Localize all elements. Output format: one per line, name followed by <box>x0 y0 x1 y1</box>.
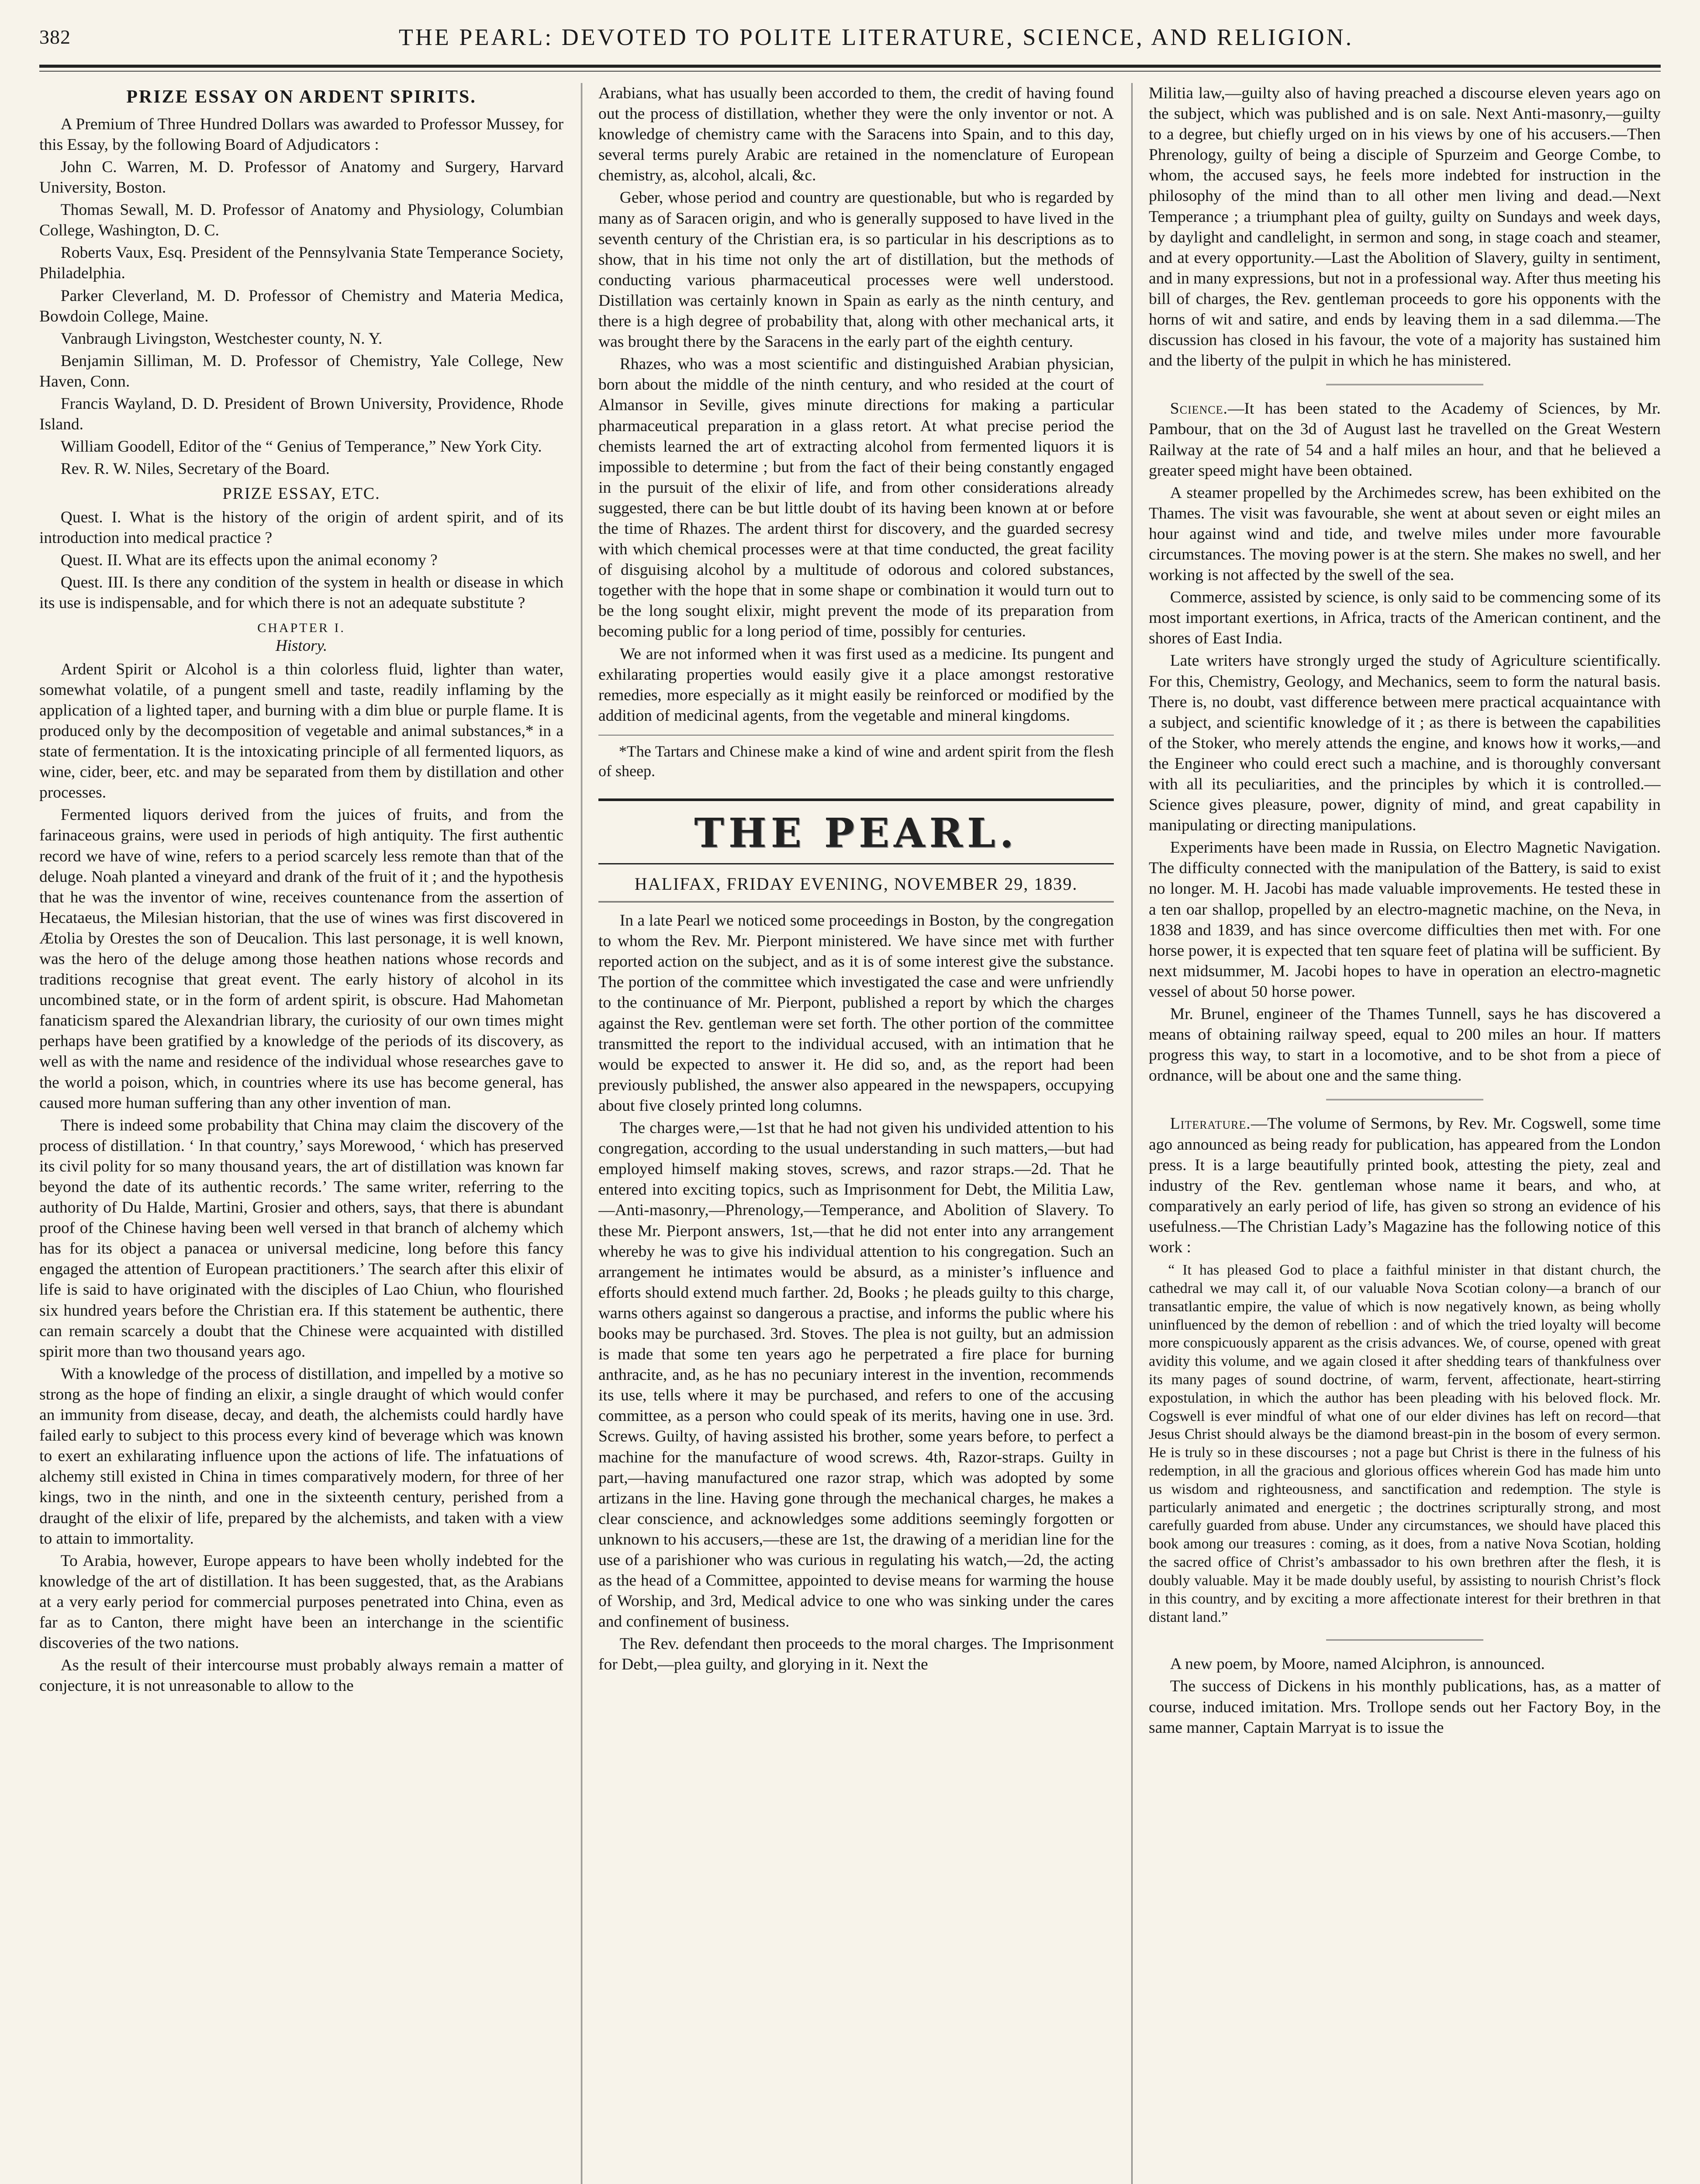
section-separator <box>1326 384 1483 385</box>
editorial-paragraph: In a late Pearl we noticed some proceedings in Boston, by the congregation to whom the Rev. Mr. Pierpont ministered. We have since met with further reported action on the subject, and as it is of some interest give the substance. The portion of the committee which investigated the case and were unfriendly to the continuance of Mr. Pierpont, published a report by which the charges against the Rev. gentleman were set forth. The other portion of the committee transmitted the report to the individual accused, with an intimation that he would be expected to answer it. He did so, and, as the report had been previously published, the answer also appeared in the newspapers, occupying about five closely printed long columns. <box>598 912 1114 1115</box>
newspaper-page <box>39 17 1661 2184</box>
essay-continuation: Arabians, what has usually been accorded to them, the credit of having found out the process of distillation, whether they were the only inventor or not. A knowledge of chemistry came with the Saracens into Spain, and to this day, several terms purely Arabic are retained in the nomenclature of European chemistry, as, alcohol, alcali, &c. <box>598 84 1114 185</box>
column-1 <box>39 83 563 2184</box>
footnote: *The Tartars and Chinese make a kind of wine and ardent spirit from the flesh of sheep. <box>598 735 1114 781</box>
column-rule-1 <box>581 83 582 2184</box>
dateline: HALIFAX, FRIDAY EVENING, NOVEMBER 29, 1839. <box>598 869 1114 902</box>
agriculture-paragraph: Late writers have strongly urged the study of Agriculture scientifically. For this, Chemistry, Geology, and Mechanics, seem to form the natural basis. There is, no doubt, vast difference between mere practical acquaintance with a subject, and scientific knowledge of it ; as there is between the capabilities of the Stoker, who merely attends the engine, and knows how it works,—and the Engineer who could erect such a machine, and is thoroughly conversant with all its peculiarities, and the principles by which it is controlled.—Science gives pleasure, power, dignity of mind, and great capability in manipulating or directing manipulations. <box>1149 652 1661 835</box>
header-rule <box>39 65 1661 68</box>
question-1: Quest. I. What is the history of the origin of ardent spirit, and of its introduction into medical practice ? <box>39 508 563 547</box>
running-title: THE PEARL: DEVOTED TO POLITE LITERATURE, SCIENCE, AND RELIGION. <box>398 24 1354 50</box>
judge-entry: Roberts Vaux, Esq. President of the Pennsylvania State Temperance Society, Philadelphia. <box>39 244 563 283</box>
masthead <box>598 798 1114 864</box>
judge-entry: Thomas Sewall, M. D. Professor of Anatomy and Physiology, Columbian College, Washington, D. C. <box>39 201 563 240</box>
commerce-paragraph: Commerce, assisted by science, is only said to be commencing some of its most important exertions, in Africa, tracts of the American continent, and the shores of East India. <box>1149 588 1661 648</box>
essay-paragraph: As the result of their intercourse must probably always remain a matter of conjecture, it is not unreasonable to allow to the <box>39 1656 563 1695</box>
essay-paragraph: Fermented liquors derived from the juices of fruits, and from the farinaceous grains, were used in periods of high antiquity. The first authentic record we have of wine, refers to a period scarcely less remote than that of the deluge. Noah planted a vineyard and drank of the fruit of it ; and the hypothesis that he was the inventor of wine, receives countenance from the assertion of Hecataeus, the Milesian historian, that the use of wines was first discovered in Ætolia by Orestes the son of Deucalion. This last personage, it is well known, was the hero of the deluge among those heathen nations whose records and traditions recognise that great event. The early history of alcohol in its uncombined state, or in the form of ardent spirit, is obscure. Had Mahometan fanaticism spared the Alexandrian library, the curiosity of our own times might perhaps have been gratified by a knowledge of the periods of its discovery, as well as with the name and residence of the individual whose researches gave to the world a poison, which, in countries where its use has become general, has caused more human suffering than any other invention of man. <box>39 806 563 1112</box>
literature-text: —The volume of Sermons, by Rev. Mr. Cogswell, some time ago announced as being ready for publication, has appeared from the London press. It is a large beautifully printed book, attesting the piety, zeal and industry of the Rev. gentleman whose name it bears, and who, at comparatively an early period of life, has given so strong an evidence of his usefulness.—The Christian Lady’s Magazine has the following notice of this work : <box>1149 1115 1661 1256</box>
dickens-paragraph: The success of Dickens in his monthly publications, has, as a matter of course, induced imitation. Mrs. Trollope sends out her Factory Boy, in the same manner, Captain Marryat is to issue the <box>1149 1677 1661 1737</box>
running-head <box>39 17 1661 66</box>
column-rule-2 <box>1131 83 1133 2184</box>
question-3: Quest. III. Is there any condition of the system in health or disease in which its use is indispensable, and for which there is not an adequate substitute ? <box>39 574 563 612</box>
judge-entry: Vanbraugh Livingston, Westchester county, N. Y. <box>60 329 383 348</box>
editorial-continuation: Militia law,—guilty also of having preached a discourse eleven years ago on the subject, which was published and is on sale. Next Anti-masonry,—guilty to a degree, but chiefly urged on in his views by one of his accusers.—Then Phrenology, guilty of being a disciple of Spurzeim and George Combe, to whom, the accused says, he feels more indebted for instruction in the philosophy of the mind than to all other men living and dead.—Next Temperance ; a triumphant plea of guilty, guilty on Sundays and week days, by daylight and candlelight, in sermon and song, in stage coach and steamer, and at every opportunity.—Last the Abolition of Slavery, guilty in sentiment, and in many expressions, but not in a professional way. After thus meeting his bill of charges, the Rev. gentleman proceeds to gore his opponents with the horns of wit and satire, and ends by leaving them in a sad dilemma.—The discussion has closed in his favour, the vote of a majority has sustained him and the liberty of the pulpit in which he has ministered. <box>1149 84 1661 370</box>
judge-entry: Rev. R. W. Niles, Secretary of the Board. <box>60 460 330 478</box>
science-text: —It has been stated to the Academy of Sciences, by Mr. Pambour, that on the 3d of August last he travelled on the Great Western Railway at the rate of 54 and a half miles an hour, and that he believed a greater speed might have been obtained. <box>1149 400 1661 480</box>
brunel-paragraph: Mr. Brunel, engineer of the Thames Tunnell, says he has discovered a means of obtaining railway speed, equal to 200 miles an hour. If matters progress this way, to start in a locomotive, and to be shot from a piece of ordnance, will be about one and the same thing. <box>1149 1005 1661 1085</box>
quoted-review: “ It has pleased God to place a faithful minister in that distant church, the cathedral we may call it, of our valuable Nova Scotian colony—a branch of our transatlantic empire, the value of which is now negatively known, as being wholly uninfluenced by the demon of rebellion : and of which the tried loyalty will become more conspicuously apparent as the crisis advances. We, of course, opened with great avidity this volume, and we again closed it after shedding tears of thankfulness over its many pages of sound doctrine, of warm, fervent, affectionate, heart-stirring expostulation, in which the author has been pleading with his beloved flock. Mr. Cogswell is ever mindful of what one of our elder divines has left on record—that Jesus Christ should always be the diamond breast-pin in the bosom of every sermon. He is truly so in these discourses ; not a page but Christ is there in the fulness of his redemption, in all the gracious and glorious offices wherein God has made him unto us wisdom and righteousness, and sanctification and redemption. The style is particularly animated and energetic ; the doctrines scripturally strong, and most carefully guarded from abuse. Under any circumstances, we should have placed this book among our treasures : coming, as it does, from a native Nova Scotian, holding the sacred office of Christ’s ambassador to his own brethren after the flesh, it is doubly valuable. May it be made doubly useful, by assisting to nourish Christ’s flock in this country, and by exciting a more affectionate interest for their brethren in that distant land.” <box>1149 1262 1661 1625</box>
masthead-title: THE PEARL. <box>694 809 1018 857</box>
essay-subtitle: PRIZE ESSAY, ETC. <box>222 484 380 503</box>
essay-title: PRIZE ESSAY ON ARDENT SPIRITS. <box>126 87 477 107</box>
editorial-paragraph: The Rev. defendant then proceeds to the moral charges. The Imprisonment for Debt,—plea guilty, and glorying in it. Next the <box>598 1635 1114 1674</box>
science-lead: Science. <box>1170 400 1228 418</box>
essay-intro: A Premium of Three Hundred Dollars was awarded to Professor Mussey, for this Essay, by the following Board of Adjudicators : <box>39 115 563 154</box>
column-2 <box>598 83 1114 2184</box>
poem-notice: A new poem, by Moore, named Alciphron, is announced. <box>1170 1655 1545 1673</box>
electro-paragraph: Experiments have been made in Russia, on Electro Magnetic Navigation. The difficulty connected with the manipulation of the Battery, is said to exist no longer. M. H. Jacobi has made valuable improvements. He tested these in a ten oar shallop, propelled by an electro-magnetic machine, on the Neva, in 1838 and 1839, and has since overcome difficulties then met with. For one horse power, it is expected that ten square feet of platina will be sufficient. By next midsummer, M. Jacobi hopes to have in operation an electro-magnetic vessel of about 50 horse power. <box>1149 839 1661 1001</box>
page-number: 382 <box>39 26 71 48</box>
section-separator <box>1326 1639 1483 1641</box>
judge-entry: Parker Cleverland, M. D. Professor of Chemistry and Materia Medica, Bowdoin College, Maine. <box>39 287 563 325</box>
essay-paragraph: Geber, whose period and country are questionable, but who is regarded by many as of Saracen origin, and who is generally supposed to have lived in the seventh century of the Christian era, is so particular in his descriptions as to show, that in his time not only the art of distillation, but the methods of conducting various pharmaceutical processes were well understood. Distillation was certainly known in Spain as early as the ninth century, and there is a high degree of probability that, along with other mechanical arts, it was brought there by the Saracens in the early part of the eighth century. <box>598 189 1114 351</box>
judge-entry: Benjamin Silliman, M. D. Professor of Chemistry, Yale College, New Haven, Conn. <box>39 352 563 390</box>
essay-paragraph: We are not informed when it was first used as a medicine. Its pungent and exhilarating properties would easily give it a place amongst restorative remedies, more especially as it might easily be reinforced or modified by the addition of medicinal agents, from the vegetable and mineral kingdoms. <box>598 645 1114 725</box>
literature-paragraph <box>1149 1113 1661 1258</box>
essay-paragraph: Rhazes, who was a most scientific and distinguished Arabian physician, born about the middle of the ninth century, and who resided at the court of Almansor in Seville, gives minute directions for making a particular pharmaceutical preparation in a glass retort. At what precise period the chemists learned the art of extracting alcohol from fermented liquors it is impossible to determine ; but from the fact of their being constantly engaged in the pursuit of the elixir of life, and from other considerations already suggested, there can be but little doubt of its having been known at or before the time of Rhazes. The ardent thirst for discovery, and the guarded secresy with which chemical processes were at that time conducted, the great facility of disguising alcohol by a multitude of odorous and colored substances, together with the hope that in some shape or combination it would turn out to be the long sought elixir, might prevent the mode of its preparation from becoming public for a long period of time, possibly for centuries. <box>598 355 1114 641</box>
judge-entry: William Goodell, Editor of the “ Genius of Temperance,” New York City. <box>60 438 542 456</box>
chapter-heading: CHAPTER I. <box>257 620 346 635</box>
judge-entry: John C. Warren, M. D. Professor of Anatomy and Surgery, Harvard University, Boston. <box>39 158 563 197</box>
section-separator <box>1326 1099 1483 1100</box>
chapter-title: History. <box>275 637 328 655</box>
question-2: Quest. II. What are its effects upon the animal economy ? <box>60 551 438 570</box>
literature-lead: Literature. <box>1170 1115 1251 1133</box>
editorial-paragraph: The charges were,—1st that he had not given his undivided attention to his congregation, according to the usual understanding in such matters,—but had employed himself making stoves, screws, and razor straps.—2d. That he entered into exciting topics, such as Imprisonment for Debt, the Militia Law,—Anti-masonry,—Phrenology,—Temperance, and Abolition of Slavery. To these Mr. Pierpont answers, 1st,—that he did not enter into any arrangement whereby he was to give his individual attention to his congregation. Such an arrangement he intimates would be absurd, as a minister’s influence and efforts should extend much farther. 2d, Books ; he pleads guilty to this charge, warns others against so dangerous a practise, and informs the public where his books may be purchased. 3rd. Stoves. The plea is not guilty, but an admission is made that some ten years ago he perpetrated a fire place for burning anthracite, and, as he has no pecuniary interest in the invention, recommends its use, tells where it may be purchased, and refers to one of the accusing committee, as a person who could speak of its merits, having one in use. 3rd. Screws. Guilty, of having assisted his brother, some years before, to perfect a machine for the manufacture of wood screws. 4th, Razor-straps. Guilty in part,—having manufactured one razor strap, which was adopted by some artizans in the line. Having gone through the mechanical charges, he makes a clear conscience, and acknowledges some additions seemingly forgotten or unknown to his accusers,—these are 1st, the drawing of a meridian line for the use of a parishioner who was curious in regulating his watch,—2d, the acting as the head of a Committee, appointed to devise means for warming the house of Worship, and 3rd, Medical advice to one who was sinking under the cares and confinement of business. <box>598 1119 1114 1631</box>
header-rule-thin <box>39 71 1661 72</box>
steamer-paragraph: A steamer propelled by the Archimedes screw, has been exhibited on the Thames. The visit was favourable, she went at about seven or eight miles an hour against wind and tide, and twelve miles under more favourable circumstances. The moving power is at the stern. She makes no swell, and her working is not affected by the swell of the sea. <box>1149 484 1661 584</box>
science-paragraph <box>1149 398 1661 480</box>
essay-paragraph: There is indeed some probability that China may claim the discovery of the process of distillation. ‘ In that country,’ says Morewood, ‘ which has preserved its civil polity for so many thousand years, the art of distillation was known far beyond the date of its authentic records.’ The same writer, referring to the authority of Du Halde, Martini, Grosier and others, says, that there is abundant proof of the Chinese having been well versed in that branch of alchemy which has for its object a panacea or universal medicine, long before this fancy engaged the attention of European practitioners.’ The search after this elixir of life is said to have originated with the disciples of Lao Chiun, who flourished six hundred years before the Christian era. If this statement be authentic, there can remain scarcely a doubt that the Chinese were acquainted with distilled spirit more than two thousand years ago. <box>39 1116 563 1361</box>
essay-paragraph: With a knowledge of the process of distillation, and impelled by a motive so strong as the hope of finding an elixir, a single draught of which would confer an immunity from disease, decay, and death, the alchemists could hardly have failed early to subject to this process every kind of beverage which was known to exert an exhilarating influence upon the actions of life. The infatuations of alchemy still existed in China in times comparatively modern, for three of her kings, two in the ninth, and one in the sixteenth century, perished from a draught of the elixir of life, prepared by the alchemists, and taken with a view to attain to immortality. <box>39 1365 563 1548</box>
judge-entry: Francis Wayland, D. D. President of Brown University, Providence, Rhode Island. <box>39 394 563 434</box>
essay-paragraph: Ardent Spirit or Alcohol is a thin colorless fluid, lighter than water, somewhat volatile, of a pungent smell and taste, readily inflaming by the application of a lighted taper, and burning with a dim blue or purple flame. It is produced only by the decomposition of vegetable and animal substances,* in a state of fermentation. It is the intoxicating principle of all fermented liquors, as wine, cider, beer, etc. and may be separated from them by distillation and other processes. <box>39 660 563 802</box>
column-3 <box>1149 83 1661 2184</box>
essay-paragraph: To Arabia, however, Europe appears to have been wholly indebted for the knowledge of the art of distillation. It has been suggested, that, as the Arabians at a very early period for commercial purposes penetrated into China, even as far as to Canton, there might have been an interchange in the scientific discoveries of the two nations. <box>39 1552 563 1652</box>
